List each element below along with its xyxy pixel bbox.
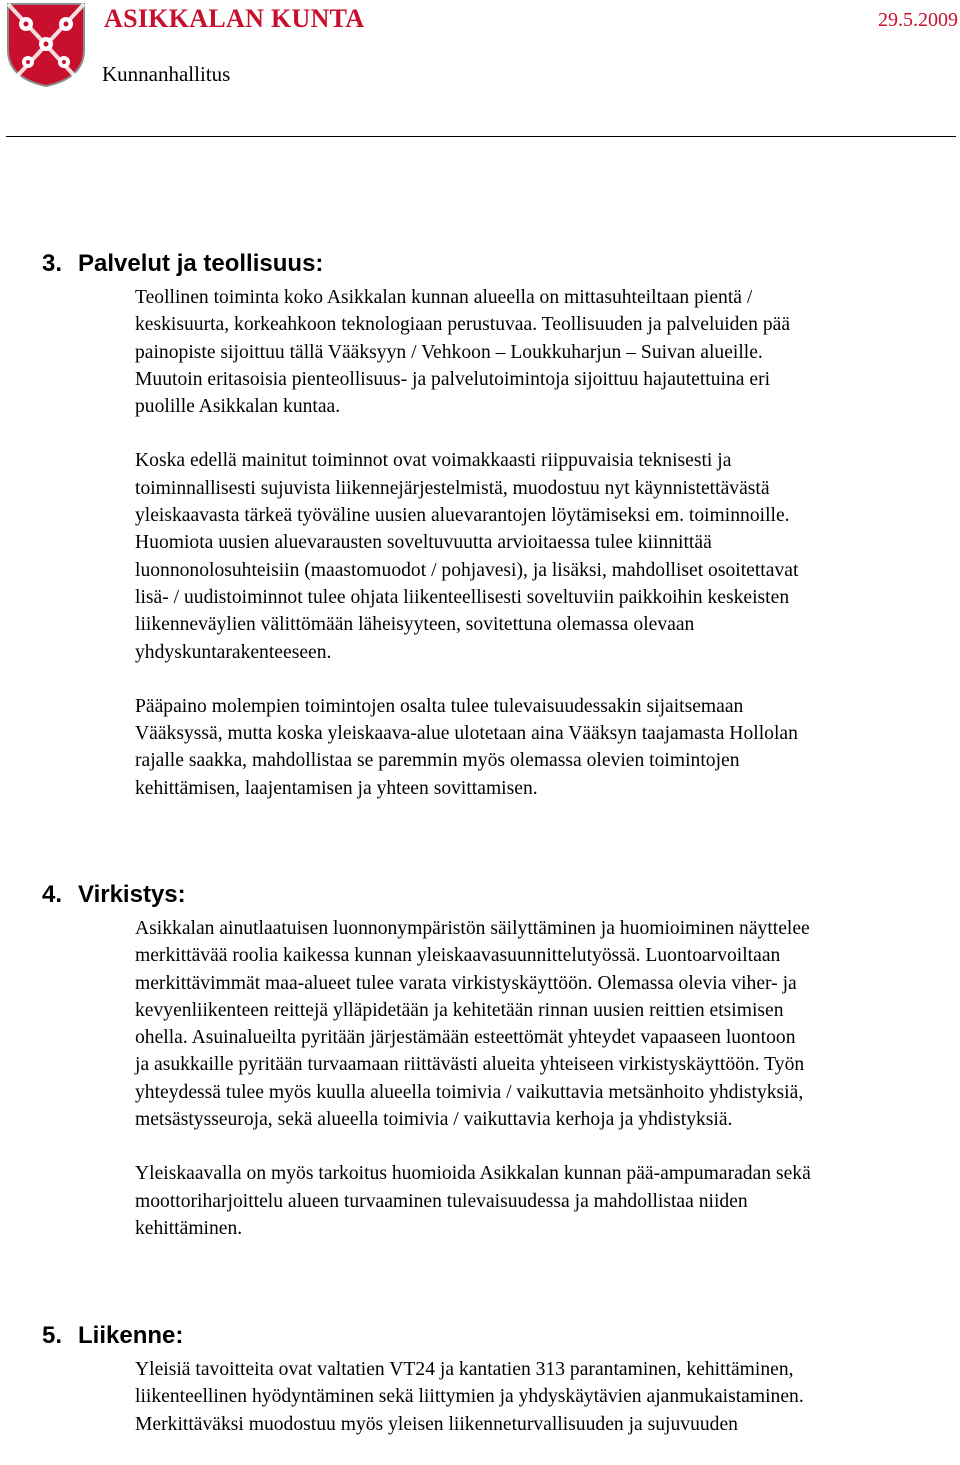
paragraph [0, 693, 960, 802]
header-divider [6, 136, 956, 137]
text-line: Teollinen toiminta koko Asikkalan kunnan alueella on mittasuhteiltaan pientä / [135, 287, 753, 308]
text-line: luonnonolosuhteisiin (maastomuodot / pohjavesi), ja lisäksi, mahdolliset osoitettavat [135, 559, 799, 581]
document-date: 29.5.2009 [878, 9, 958, 31]
text-line: Pääpaino molempien toimintojen osalta tulee tulevaisuudessakin sijaitsemaan [135, 695, 744, 717]
text-line: moottoriharjoittelu alueen turvaaminen tulevaisuudessa ja mahdollistaa niiden [135, 1190, 748, 1212]
text-line: ohella. Asuinalueilta pyritään järjestämään esteettömät yhteydet vapaaseen luontoon [135, 1027, 796, 1049]
paragraph [0, 284, 960, 420]
text-line: Merkittäväksi muodostuu myös yleisen liikenneturvallisuuden ja sujuvuuden [135, 1413, 738, 1435]
municipal-coat-of-arms-icon [6, 2, 86, 88]
text-line: yhteydessä tulee myös kuulla alueella toimivia / vaikuttavia metsänhoito yhdistyksiä, [135, 1081, 804, 1103]
text-line: Muutoin eritasoisia pienteollisuus- ja palvelutoimintoja sijoittuu hajautettuina eri [135, 368, 771, 390]
text-line: puolille Asikkalan kuntaa. [135, 396, 341, 418]
section-title: Palvelut ja teollisuus: [78, 250, 324, 277]
text-line: metsästysseuroja, sekä alueella toimivia / vaikuttavia kerhoja ja yhdistyksiä. [135, 1109, 733, 1131]
text-line: rajalle saakka, mahdollistaa se paremmin myös olemassa olevien toimintojen [135, 750, 740, 772]
text-line: ja asukkaille pyritään turvaamaan riittävästi alueita yhteiseen virkistyskäyttöön. Työn [135, 1054, 805, 1076]
text-line: merkittävimmät maa-alueet tulee varata virkistyskäyttöön. Olemassa olevia viher- ja [135, 972, 797, 994]
section-palvelut-ja-teollisuus [0, 248, 960, 829]
section-virkistys [0, 879, 960, 1269]
text-line: toiminnallisesti sujuvista liikennejärjestelmistä, muodostuu nyt käynnistettävästä [135, 477, 770, 499]
section-number: 5. [42, 1322, 63, 1349]
paragraph [0, 1160, 960, 1242]
section-liikenne [0, 1320, 960, 1465]
text-line: yhdyskuntarakenteeseen. [135, 641, 332, 663]
section-number: 3. [42, 250, 63, 277]
text-line: merkittävää roolia kaikessa kunnan yleiskaavasuunnittelutyössä. Luontoarvoiltaan [135, 945, 781, 967]
paragraph [0, 915, 960, 1133]
text-line: kehittäminen. [135, 1217, 243, 1239]
text-line: liikenteellinen hyödyntäminen sekä liittymien ja yhdyskäytävien ajanmukaistaminen. [135, 1386, 804, 1408]
text-line: Yleisiä tavoitteita ovat valtatien VT24 ja kantatien 313 parantaminen, kehittäminen, [135, 1359, 794, 1380]
text-line: painopiste sijoittuu tällä Vääksyyn / Vehkoon – Loukkuharjun – Suivan alueille. [135, 341, 763, 363]
text-line: Vääksyssä, mutta koska yleiskaava-alue ulotetaan aina Vääksyn taajamasta Hollolan [135, 723, 798, 745]
text-line: Yleiskaavalla on myös tarkoitus huomioida Asikkalan kunnan pää-ampumaradan sekä [135, 1163, 811, 1185]
text-line: Koska edellä mainitut toiminnot ovat voimakkaasti riippuvaisia teknisesti ja [135, 450, 732, 472]
section-title: Virkistys: [78, 881, 186, 908]
text-line: Asikkalan ainutlaatuisen luonnonympäristön säilyttäminen ja huomioiminen näyttelee [135, 918, 810, 939]
text-line: liikenneväylien välittömään läheisyyteen, sovitettuna olemassa olevaan [135, 614, 695, 636]
paragraph [0, 447, 960, 665]
paragraph [0, 1356, 960, 1438]
org-name: ASIKKALAN KUNTA [104, 4, 365, 33]
page-header [0, 0, 960, 140]
text-line: yleiskaavasta tärkeä työväline uusien aluevarantojen löytämiseksi em. toiminnoille. [135, 505, 790, 527]
text-line: kevyenliikenteen reittejä ylläpidetään ja kehitetään rinnan uusien reittien etsimisen [135, 999, 784, 1021]
section-number: 4. [42, 881, 63, 908]
section-title: Liikenne: [78, 1322, 184, 1349]
text-line: keskisuurta, korkeahkoon teknologiaan perustuvaa. Teollisuuden ja palveluiden pää [135, 314, 791, 336]
section-heading [0, 1320, 960, 1352]
department-name: Kunnanhallitus [102, 62, 231, 86]
text-line: kehittämisen, laajentamisen ja yhteen sovittamisen. [135, 777, 538, 799]
section-heading [0, 879, 960, 911]
section-heading [0, 248, 960, 280]
text-line: Huomiota uusien aluevarausten soveltuvuutta arvioitaessa tulee kiinnittää [135, 532, 712, 554]
text-line: lisä- / uudistoiminnot tulee ohjata liikenteellisesti soveltuviin paikkoihin keskeisten [135, 586, 790, 608]
